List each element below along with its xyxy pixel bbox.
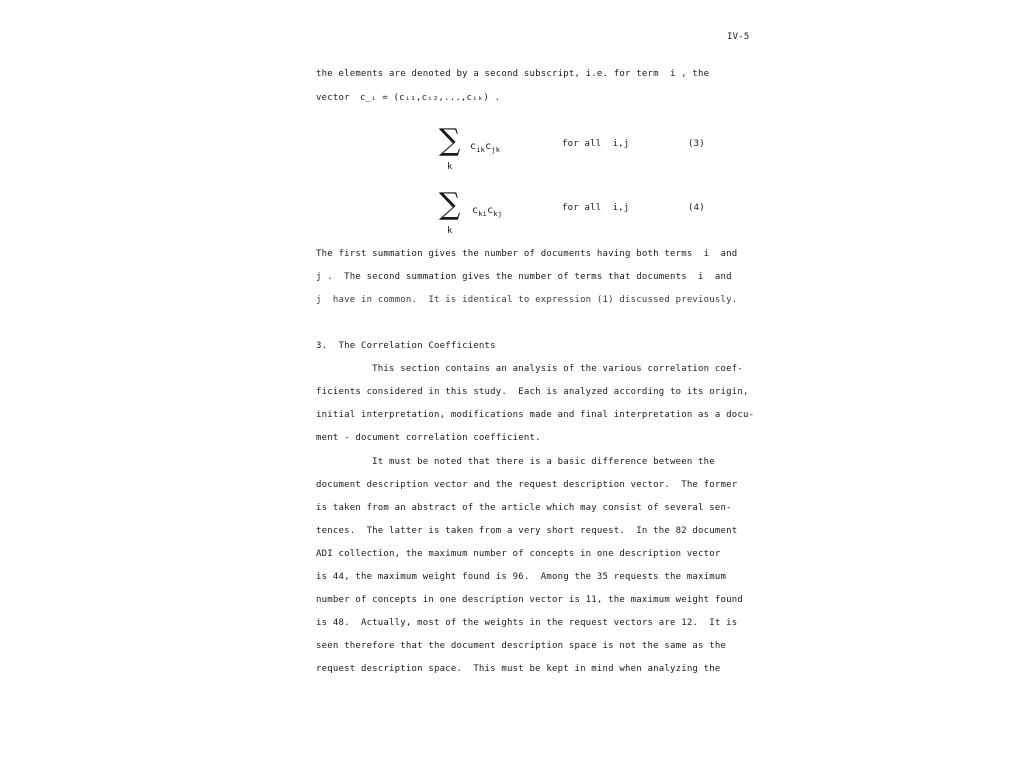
vector-expression: c̲ᵢ = (cᵢ₁,cᵢ₂,...,cᵢₖ) . [360,93,501,103]
summation-index: k [447,162,453,172]
paragraph-3-line: is 44, the maximum weight found is 96. Among the 35 requests the maximum [316,572,727,582]
paragraph-3-line: number of concepts in one description vector is 11, the maximum weight found [316,595,744,605]
term-a-subscript: ik [476,146,486,154]
summation-sign: ∑ [439,187,461,222]
summation-sign: ∑ [439,123,461,158]
paragraph-3-line: document description vector and the request description vector. The former [316,480,738,490]
equation-number: (4) [688,203,705,213]
paragraph-1-line: j . The second summation gives the number of terms that documents i and [316,272,732,282]
paragraph-2-line: This section contains an analysis of the various correlation coef- [316,364,744,374]
paragraph-3-line: request description space. This must be kept in mind when analyzing the [316,664,721,674]
term-b-subscript: kj [493,210,503,218]
paragraph-1-line: j have in common. It is identical to expression (1) discussed previously. [316,295,738,305]
summation-index: k [447,226,453,236]
page-number: IV-5 [727,32,750,42]
term-a: c [472,205,479,216]
equation-condition: for all i,j [562,203,630,213]
paragraph-3-line: tences. The latter is taken from a very short request. In the 82 document [316,526,738,536]
term-a: c [470,141,477,152]
term-b: c [487,205,494,216]
paragraph-2-line: ficients considered in this study. Each is analyzed according to its origin, [316,387,749,397]
equation-expression [472,205,502,218]
paragraph-3-line: seen therefore that the document description space is not the same as the [316,641,727,651]
paragraph-3-line: is taken from an abstract of the article which may consist of several sen- [316,503,732,513]
intro-line-1: the elements are denoted by a second subscript, i.e. for term i , the [316,69,710,79]
equation-condition: for all i,j [562,139,630,149]
term-a-subscript: ki [478,210,488,218]
paragraph-3-line: It must be noted that there is a basic difference between the [316,457,715,467]
paragraph-2-line: ment - document correlation coefficient. [316,433,541,443]
term-b-subscript: jk [491,146,501,154]
equation-number: (3) [688,139,705,149]
paragraph-3-line: ADI collection, the maximum number of concepts in one description vector [316,549,721,559]
vector-label: vector [316,93,350,103]
section-heading: 3. The Correlation Coefficients [316,341,496,351]
equation-expression [470,141,500,154]
paragraph-2-line: initial interpretation, modifications made and final interpretation as a docu- [316,410,755,420]
term-b: c [485,141,492,152]
paragraph-3-line: is 48. Actually, most of the weights in the request vectors are 12. It is [316,618,738,628]
paragraph-1-line: The first summation gives the number of documents having both terms i and [316,249,738,259]
